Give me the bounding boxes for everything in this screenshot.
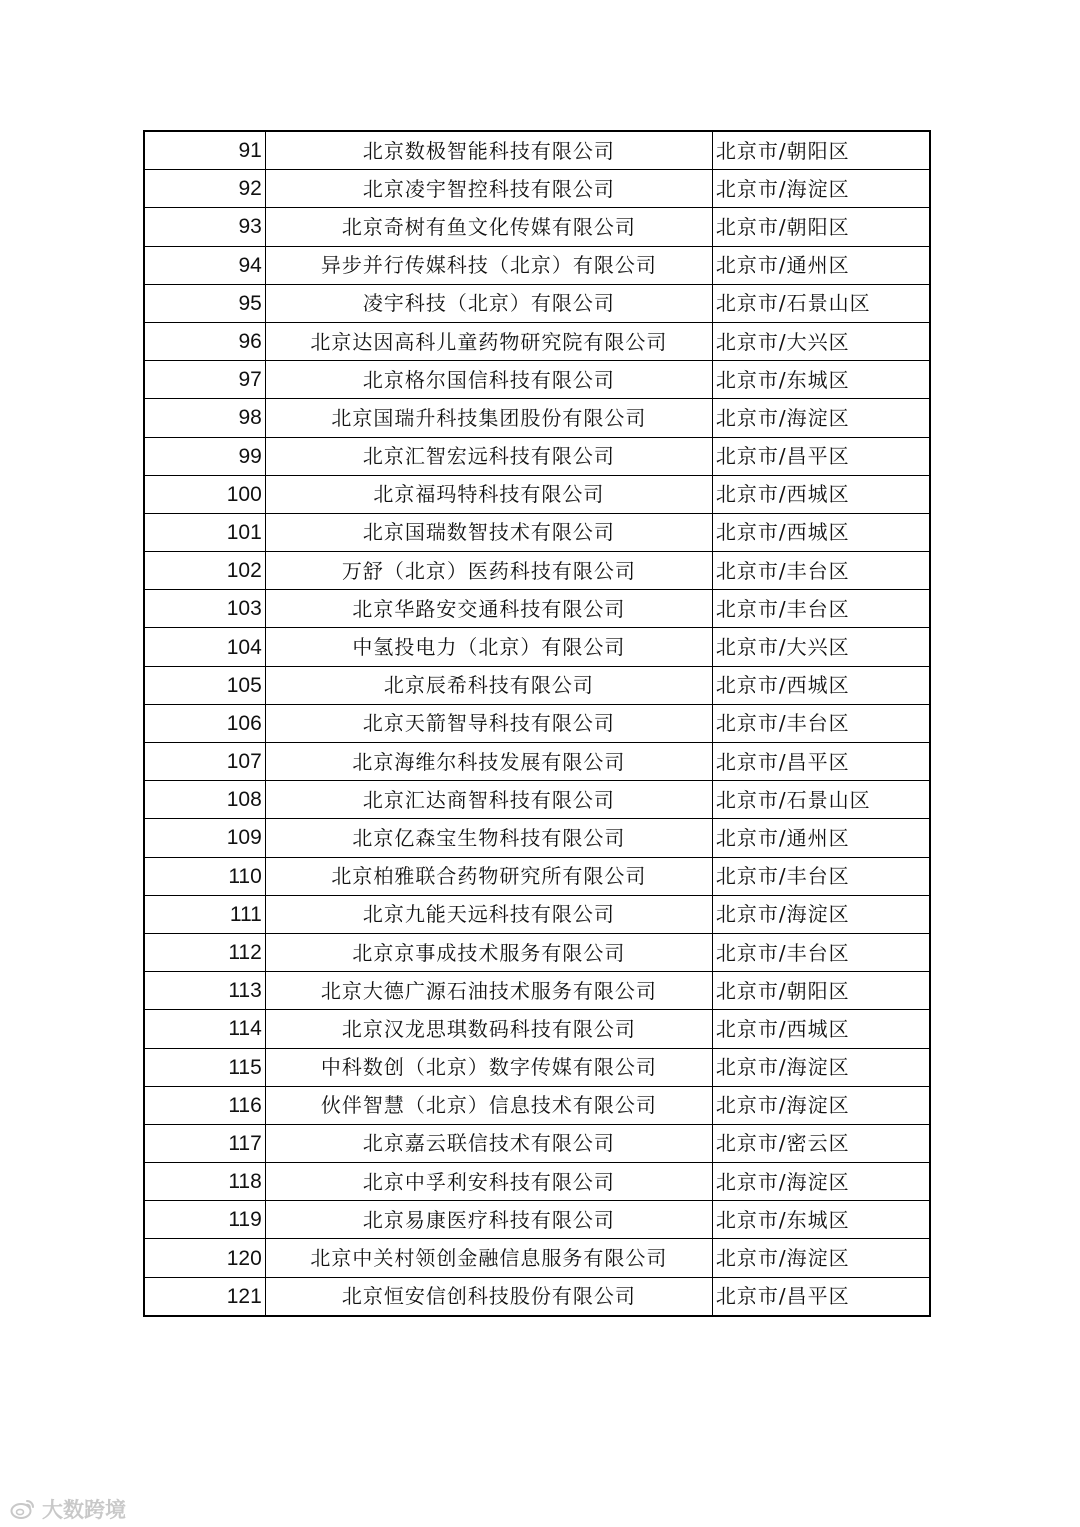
table-row <box>144 437 930 475</box>
company-location: 北京市/海淀区 <box>712 1048 930 1086</box>
table-row <box>144 666 930 704</box>
company-name: 北京大德广源石油技术服务有限公司 <box>265 972 712 1010</box>
company-name: 北京辰希科技有限公司 <box>265 666 712 704</box>
company-name: 北京奇树有鱼文化传媒有限公司 <box>265 208 712 246</box>
company-name: 北京亿森宝生物科技有限公司 <box>265 819 712 857</box>
company-location: 北京市/昌平区 <box>712 437 930 475</box>
company-name: 伙伴智慧（北京）信息技术有限公司 <box>265 1086 712 1124</box>
company-location: 北京市/西城区 <box>712 666 930 704</box>
company-location: 北京市/大兴区 <box>712 628 930 666</box>
company-location: 北京市/西城区 <box>712 475 930 513</box>
company-location: 北京市/朝阳区 <box>712 972 930 1010</box>
company-location: 北京市/丰台区 <box>712 552 930 590</box>
company-location: 北京市/通州区 <box>712 819 930 857</box>
table-row <box>144 704 930 742</box>
table-row <box>144 552 930 590</box>
company-name: 北京福玛特科技有限公司 <box>265 475 712 513</box>
row-number: 116 <box>144 1086 265 1124</box>
company-name: 北京数极智能科技有限公司 <box>265 131 712 170</box>
table-row <box>144 1239 930 1277</box>
row-number: 111 <box>144 895 265 933</box>
row-number: 120 <box>144 1239 265 1277</box>
row-number: 98 <box>144 399 265 437</box>
table-row <box>144 819 930 857</box>
table-row <box>144 972 930 1010</box>
table-row <box>144 208 930 246</box>
row-number: 115 <box>144 1048 265 1086</box>
watermark <box>10 1494 126 1524</box>
row-number: 118 <box>144 1163 265 1201</box>
company-name: 北京华路安交通科技有限公司 <box>265 590 712 628</box>
row-number: 106 <box>144 704 265 742</box>
company-location: 北京市/海淀区 <box>712 895 930 933</box>
company-name: 北京嘉云联信技术有限公司 <box>265 1124 712 1162</box>
table-row <box>144 1010 930 1048</box>
table-row <box>144 781 930 819</box>
company-name: 北京柏雅联合药物研究所有限公司 <box>265 857 712 895</box>
company-list-table <box>143 130 931 1317</box>
company-name: 北京国瑞数智技术有限公司 <box>265 513 712 551</box>
company-name: 异步并行传媒科技（北京）有限公司 <box>265 246 712 284</box>
row-number: 103 <box>144 590 265 628</box>
row-number: 109 <box>144 819 265 857</box>
row-number: 113 <box>144 972 265 1010</box>
row-number: 104 <box>144 628 265 666</box>
company-location: 北京市/东城区 <box>712 361 930 399</box>
company-location: 北京市/通州区 <box>712 246 930 284</box>
company-name: 北京九能天远科技有限公司 <box>265 895 712 933</box>
company-location: 北京市/朝阳区 <box>712 131 930 170</box>
company-name: 北京国瑞升科技集团股份有限公司 <box>265 399 712 437</box>
row-number: 107 <box>144 743 265 781</box>
company-name: 北京汇智宏远科技有限公司 <box>265 437 712 475</box>
company-name: 北京汇达商智科技有限公司 <box>265 781 712 819</box>
table-row <box>144 1201 930 1239</box>
company-name: 北京天箭智导科技有限公司 <box>265 704 712 742</box>
company-location: 北京市/昌平区 <box>712 1277 930 1316</box>
table-row <box>144 1124 930 1162</box>
company-name: 北京格尔国信科技有限公司 <box>265 361 712 399</box>
company-name: 北京中孚利安科技有限公司 <box>265 1163 712 1201</box>
table-row <box>144 131 930 170</box>
company-location: 北京市/海淀区 <box>712 1163 930 1201</box>
row-number: 94 <box>144 246 265 284</box>
company-name: 北京凌宇智控科技有限公司 <box>265 170 712 208</box>
table-row <box>144 590 930 628</box>
table-row <box>144 857 930 895</box>
row-number: 97 <box>144 361 265 399</box>
table-row <box>144 246 930 284</box>
company-location: 北京市/海淀区 <box>712 1086 930 1124</box>
company-location: 北京市/密云区 <box>712 1124 930 1162</box>
company-location: 北京市/大兴区 <box>712 322 930 360</box>
row-number: 112 <box>144 933 265 971</box>
company-name: 北京中关村领创金融信息服务有限公司 <box>265 1239 712 1277</box>
company-location: 北京市/西城区 <box>712 1010 930 1048</box>
row-number: 93 <box>144 208 265 246</box>
table-row <box>144 475 930 513</box>
table-row <box>144 399 930 437</box>
row-number: 100 <box>144 475 265 513</box>
row-number: 92 <box>144 170 265 208</box>
company-name: 中氢投电力（北京）有限公司 <box>265 628 712 666</box>
row-number: 108 <box>144 781 265 819</box>
weibo-logo-icon <box>10 1498 36 1520</box>
table-row <box>144 933 930 971</box>
company-location: 北京市/东城区 <box>712 1201 930 1239</box>
company-name: 北京海维尔科技发展有限公司 <box>265 743 712 781</box>
row-number: 117 <box>144 1124 265 1162</box>
table-row <box>144 284 930 322</box>
table-row <box>144 895 930 933</box>
company-name: 北京恒安信创科技股份有限公司 <box>265 1277 712 1316</box>
table-row <box>144 513 930 551</box>
row-number: 96 <box>144 322 265 360</box>
company-location: 北京市/昌平区 <box>712 743 930 781</box>
row-number: 114 <box>144 1010 265 1048</box>
company-location: 北京市/石景山区 <box>712 284 930 322</box>
company-name: 北京易康医疗科技有限公司 <box>265 1201 712 1239</box>
company-location: 北京市/海淀区 <box>712 1239 930 1277</box>
company-name: 凌宇科技（北京）有限公司 <box>265 284 712 322</box>
table-row <box>144 322 930 360</box>
company-location: 北京市/丰台区 <box>712 704 930 742</box>
company-name: 北京京事成技术服务有限公司 <box>265 933 712 971</box>
table-row <box>144 361 930 399</box>
table-row <box>144 1163 930 1201</box>
company-location: 北京市/海淀区 <box>712 170 930 208</box>
company-name: 万舒（北京）医药科技有限公司 <box>265 552 712 590</box>
company-location: 北京市/石景山区 <box>712 781 930 819</box>
company-name: 北京汉龙思琪数码科技有限公司 <box>265 1010 712 1048</box>
table-row <box>144 1277 930 1316</box>
row-number: 99 <box>144 437 265 475</box>
company-location: 北京市/西城区 <box>712 513 930 551</box>
row-number: 105 <box>144 666 265 704</box>
company-name: 北京达因高科儿童药物研究院有限公司 <box>265 322 712 360</box>
table-row <box>144 170 930 208</box>
watermark-text: 大数跨境 <box>42 1498 126 1522</box>
row-number: 95 <box>144 284 265 322</box>
row-number: 102 <box>144 552 265 590</box>
table-row <box>144 743 930 781</box>
company-location: 北京市/丰台区 <box>712 590 930 628</box>
table-row <box>144 628 930 666</box>
company-location: 北京市/丰台区 <box>712 857 930 895</box>
table-row <box>144 1086 930 1124</box>
company-location: 北京市/丰台区 <box>712 933 930 971</box>
row-number: 119 <box>144 1201 265 1239</box>
row-number: 91 <box>144 131 265 170</box>
table-body <box>144 131 930 1316</box>
company-location: 北京市/朝阳区 <box>712 208 930 246</box>
row-number: 110 <box>144 857 265 895</box>
company-name: 中科数创（北京）数字传媒有限公司 <box>265 1048 712 1086</box>
table-row <box>144 1048 930 1086</box>
row-number: 101 <box>144 513 265 551</box>
company-location: 北京市/海淀区 <box>712 399 930 437</box>
row-number: 121 <box>144 1277 265 1316</box>
